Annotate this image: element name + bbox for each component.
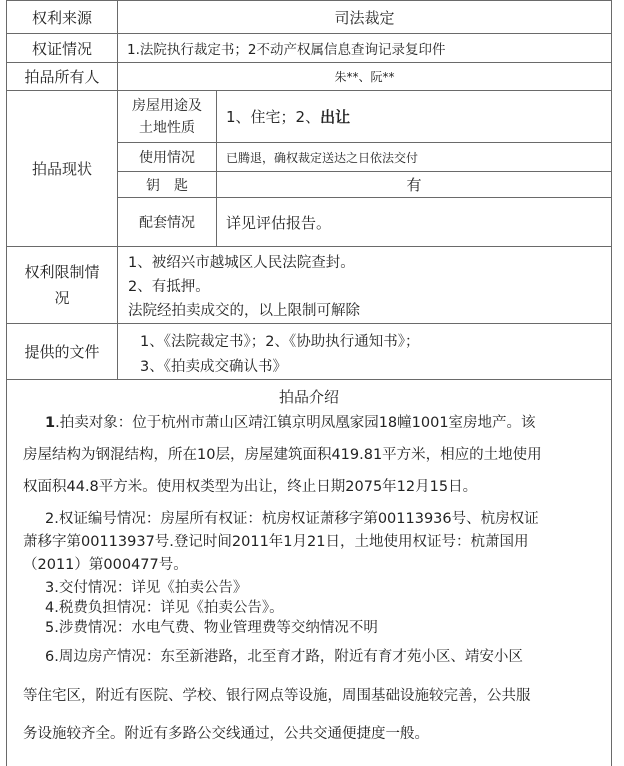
use-status-label (117, 142, 217, 172)
restriction-line-3: 法院经拍卖成交的，以上限制可解除 (128, 303, 360, 319)
owner-label (6, 62, 118, 91)
owner-value (117, 62, 612, 91)
intro-p3: 3.交付情况：详见《拍卖公告》 (45, 580, 248, 596)
facilities-label (117, 197, 217, 247)
owner-value-text: 朱**、阮** (334, 70, 395, 84)
intro-p1-line1-text: .拍卖对象：位于杭州市萧山区靖江镇京明凤凰家园18幢1001室房地产。该 (55, 415, 536, 431)
documents-label-text: 提供的文件 (24, 343, 100, 361)
auction-detail-table (6, 0, 612, 766)
intro-p4: 4.税费负担情况：详见《拍卖公告》。 (45, 600, 284, 616)
usage-label (117, 90, 217, 143)
owner-label-text: 拍品所有人 (24, 68, 100, 86)
documents-value (117, 323, 612, 380)
use-status-value (216, 142, 612, 172)
usage-label-line2: 土地性质 (139, 119, 195, 136)
use-status-value-text: 已腾退，确权裁定送达之日依法交付 (226, 150, 419, 165)
document-line-2: 3、《拍卖成交确认书》 (140, 359, 287, 375)
keys-value (216, 171, 612, 198)
usage-value-prefix: 1、住宅；2、 (226, 108, 321, 126)
keys-value-text: 有 (406, 176, 422, 194)
intro-p6-line2: 等住宅区，附近有医院、学校、银行网点等设施，周围基础设施较完善，公共服 (23, 688, 531, 704)
intro-p1-line2: 房屋结构为钢混结构，所在10层，房屋建筑面积419.81平方米，相应的土地使用 (23, 447, 542, 463)
rights-source-value (117, 0, 612, 34)
intro-title: 拍品介绍 (278, 388, 339, 406)
keys-label (117, 171, 217, 198)
intro-p6-line3: 务设施较齐全。附近有多路公交线通过，公共交通便捷度一般。 (23, 726, 429, 742)
rights-source-label-text: 权利来源 (31, 8, 92, 27)
rights-status-value-text: 1.法院执行裁定书；2不动产权属信息查询记录复印件 (127, 42, 446, 58)
usage-value (216, 90, 612, 143)
facilities-value (216, 197, 612, 247)
usage-value-bold: 出让 (320, 108, 351, 126)
current-state-label-text: 拍品现状 (31, 160, 92, 178)
use-status-label-text: 使用情况 (139, 150, 195, 166)
documents-label (6, 323, 118, 380)
usage-label-line1: 房屋用途及 (132, 97, 202, 114)
intro-p2-line1: 2.权证编号情况：房屋所有权证：杭房权证萧移字第00113936号、杭房权证 (45, 511, 539, 527)
rights-source-value-text: 司法裁定 (334, 8, 395, 27)
intro-p1-number: 1 (45, 415, 56, 431)
rights-source-label (6, 0, 118, 34)
rights-status-value (117, 33, 612, 63)
restrictions-label-line2: 况 (54, 289, 70, 307)
restriction-line-1: 1、被绍兴市越城区人民法院查封。 (128, 255, 355, 271)
intro-section (6, 379, 612, 766)
restriction-line-2: 2、有抵押。 (128, 279, 210, 295)
restrictions-value (117, 246, 612, 324)
intro-p1-line1 (45, 411, 536, 432)
intro-p1-line3: 权面积44.8平方米。使用权类型为出让，终止日期2075年12月15日。 (23, 479, 478, 495)
facilities-value-text: 详见评估报告。 (226, 213, 332, 232)
intro-p6-line1: 6.周边房产情况：东至新港路，北至育才路，附近有育才苑小区、靖安小区 (45, 649, 523, 665)
facilities-label-text: 配套情况 (139, 215, 195, 231)
intro-p2-line3: （2011）第000477号。 (23, 557, 188, 573)
restrictions-label (6, 246, 118, 324)
keys-label-text: 钥 匙 (146, 177, 188, 194)
restrictions-label-line1: 权利限制情 (24, 263, 100, 281)
rights-status-label (6, 33, 118, 63)
current-state-label (6, 90, 118, 247)
intro-p2-line2: 萧移字第00113937号.登记时间2011年1月21日，土地使用权证号：杭萧国用 (23, 534, 529, 550)
rights-status-label-text: 权证情况 (31, 39, 92, 58)
document-line-1: 1、《法院裁定书》；2、《协助执行通知书》； (140, 334, 420, 350)
intro-p5: 5.涉费情况：水电气费、物业管理费等交纳情况不明 (45, 620, 378, 636)
